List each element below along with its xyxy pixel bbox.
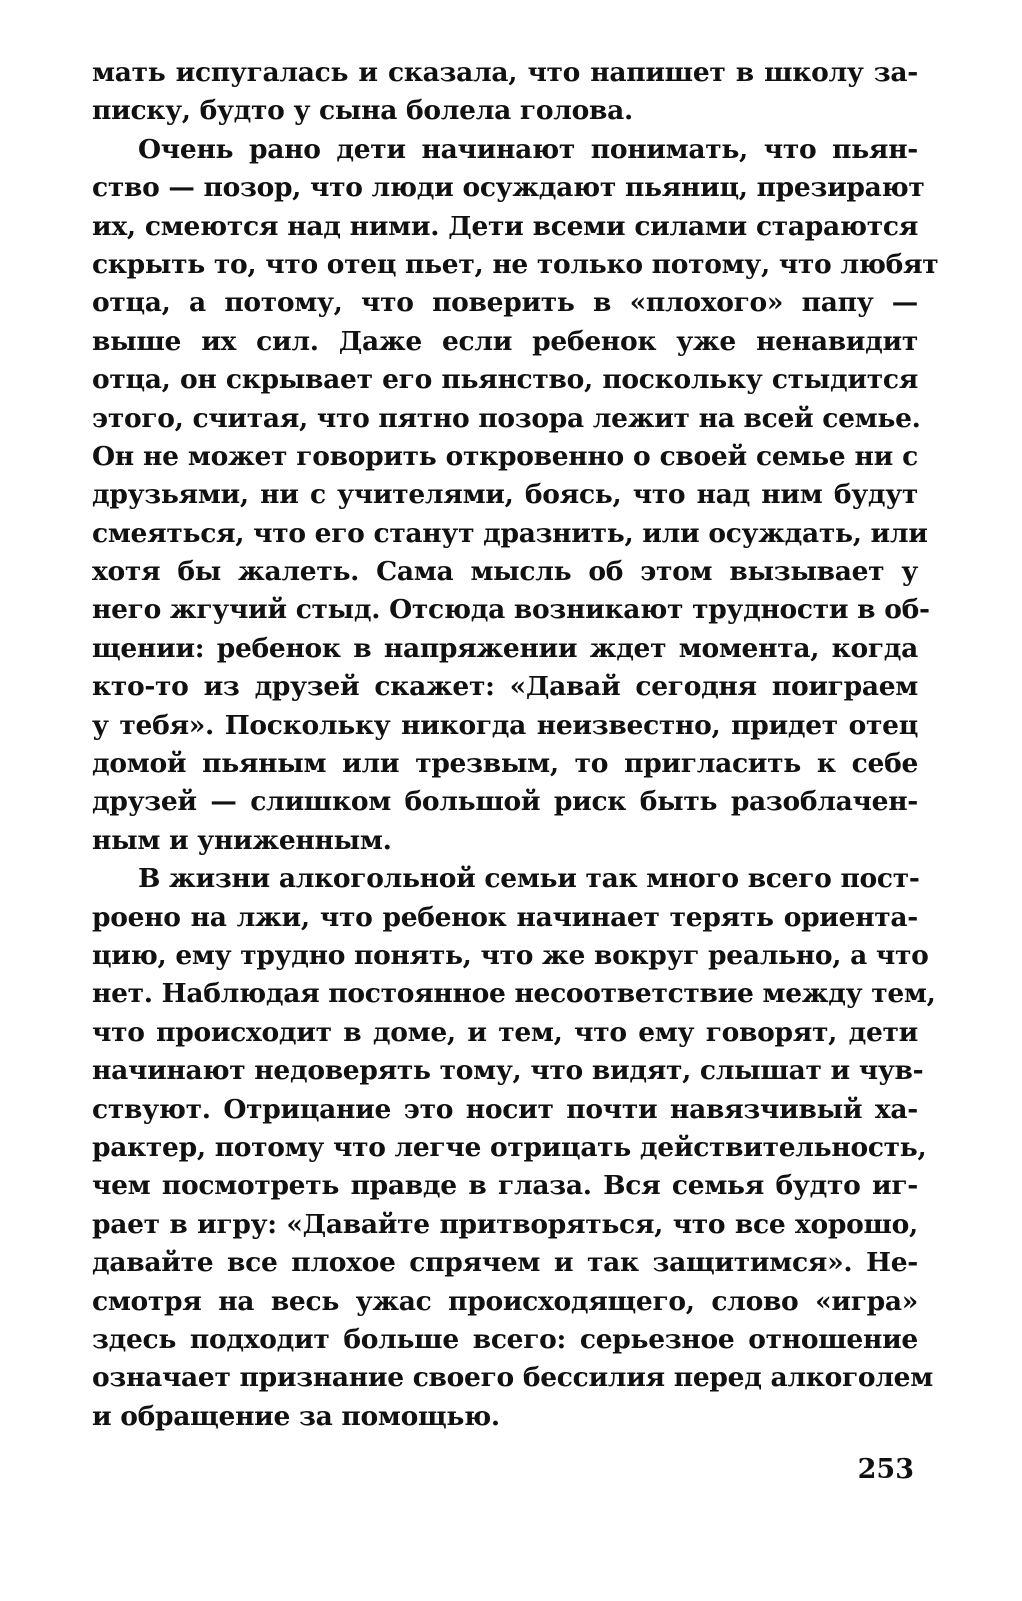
text-line: смеяться, что его станут дразнить, или осуждать, или <box>92 517 928 549</box>
text-line: выше их сил. Даже если ребенок уже ненавидит <box>92 325 918 357</box>
text-line: здесь подходит больше всего: серьезное отношение <box>92 1323 918 1355</box>
text-line: отца, а потому, что поверить в «плохого» папу — <box>92 287 918 319</box>
text-line: отца, он скрывает его пьянство, поскольку стыдится <box>92 364 918 396</box>
text-line: щении: ребенок в напряжении ждет момента, когда <box>92 632 918 664</box>
text-line: ным и униженным. <box>92 824 392 856</box>
text-line: у тебя». Поскольку никогда неизвестно, придет отец <box>92 709 918 741</box>
body-text <box>92 54 939 1436</box>
text-line: друзей — слишком большой риск быть разоблачен- <box>92 786 918 818</box>
text-line: что происходит в доме, и тем, что ему говорят, дети <box>92 1016 918 1048</box>
text-line: смотря на весь ужас происходящего, слово «игра» <box>92 1285 918 1317</box>
text-line: и обращение за помощью. <box>92 1400 500 1432</box>
text-line: рает в игру: «Давайте притворяться, что все хорошо, <box>92 1208 918 1240</box>
paragraph-3 <box>92 860 936 1436</box>
text-line: чем посмотреть правде в глаза. Вся семья будто иг- <box>92 1170 918 1202</box>
text-line: цию, ему трудно понять, что же вокруг реально, а что <box>92 939 929 971</box>
text-line: нет. Наблюдая постоянное несоответствие между тем, <box>92 978 936 1010</box>
text-line: этого, считая, что пятно позора лежит на всей семье. <box>92 402 921 434</box>
text-line: него жгучий стыд. Отсюда возникают трудности в об- <box>92 594 930 626</box>
text-line: хотя бы жалеть. Сама мысль об этом вызывает у <box>92 556 918 588</box>
text-line: домой пьяным или трезвым, то пригласить к себе <box>92 748 918 780</box>
text-line: их, смеются над ними. Дети всеми силами стараются <box>92 210 918 242</box>
text-line: кто-то из друзей скажет: «Давай сегодня поиграем <box>92 671 918 703</box>
paragraph-2 <box>92 131 939 860</box>
text-line: давайте все плохое спрячем и так защитимся». Не- <box>92 1247 918 1279</box>
paragraph-1 <box>92 54 918 131</box>
text-line: роено на лжи, что ребенок начинает терять ориента- <box>92 901 918 933</box>
text-line: означает признание своего бессилия перед алкоголем <box>92 1362 933 1394</box>
text-line: В жизни алкогольной семьи так много всего пост- <box>138 863 920 895</box>
text-line: Он не может говорить откровенно о своей семье ни с <box>92 440 918 472</box>
text-line: рактер, потому что легче отрицать действительность, <box>92 1131 927 1163</box>
text-line: друзьями, ни с учителями, боясь, что над ним будут <box>92 479 918 511</box>
text-line: ство — позор, что люди осуждают пьяниц, презирают <box>92 172 925 204</box>
text-line: начинают недоверять тому, что видят, слышат и чув- <box>92 1055 924 1087</box>
text-line: Очень рано дети начинают понимать, что пьян- <box>138 133 918 165</box>
page-number: 253 <box>857 1454 914 1485</box>
text-line: ствуют. Отрицание это носит почти навязчивый ха- <box>92 1093 918 1125</box>
text-line: скрыть то, что отец пьет, не только потому, что любят <box>92 248 939 280</box>
text-line: мать испугалась и сказала, что напишет в школу за- <box>92 57 918 88</box>
text-line: писку, будто у сына болела голова. <box>92 95 633 127</box>
